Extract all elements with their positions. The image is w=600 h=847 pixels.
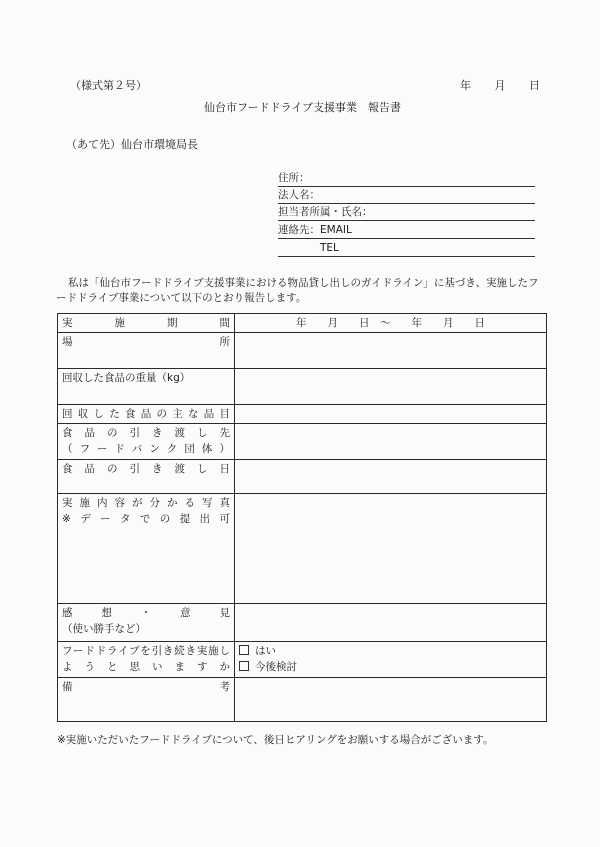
period-value[interactable]: 年 月 日 ～ 年 月 日 [235, 314, 547, 333]
remarks-row [58, 678, 547, 722]
tel-field[interactable] [278, 240, 535, 257]
checkbox-icon [239, 661, 249, 671]
continue-row [58, 642, 547, 678]
place-label: 場所 [58, 333, 235, 369]
form-number: （様式第２号） [70, 79, 147, 92]
continue-label: フードドライブを引き続き実施し ようと思いますか [58, 642, 235, 678]
addressee: （あて先）仙台市環境局長 [66, 138, 198, 151]
period-label: 実 施 期 間 [58, 314, 235, 333]
period-row [58, 314, 547, 333]
items-input[interactable] [235, 405, 547, 424]
weight-input[interactable] [235, 369, 547, 405]
tel-label: TEL [320, 242, 339, 254]
option-yes[interactable]: はい [239, 643, 542, 659]
corporation-label: 法人名： [278, 189, 320, 201]
footnote: ※実施いただいたフードドライブについて、後日ヒアリングをお願いする場合がございます。 [57, 734, 494, 746]
handover-date-row [58, 460, 547, 494]
photo-row [58, 494, 547, 604]
items-label: 回収した食品の主な品目 [58, 405, 235, 424]
email-field[interactable] [278, 222, 535, 239]
option-consider[interactable]: 今後検討 [239, 659, 542, 675]
opinion-input[interactable] [235, 604, 547, 642]
recipient-row [58, 424, 547, 460]
intro-text: 私は「仙台市フードドライブ支援事業における物品貸し出しのガイドライン」に基づき、実施したフードドライブ事業について以下のとおり報告します。 [56, 277, 539, 304]
photo-input[interactable] [235, 494, 547, 604]
opinion-label: 感想・意見 （使い勝手など） [58, 604, 235, 642]
weight-label: 回収した食品の重量（kg） [58, 369, 235, 405]
checkbox-icon [239, 645, 249, 655]
address-label: 住所： [278, 172, 310, 184]
report-table [57, 313, 547, 722]
staff-label: 担当者所属・氏名： [278, 206, 373, 218]
handover-date-label: 食品の引き渡し日 [58, 460, 235, 494]
corporation-field[interactable] [278, 187, 535, 204]
remarks-label: 備考 [58, 678, 235, 722]
address-field[interactable] [278, 170, 535, 187]
recipient-label: 食品の引き渡し先 （フードバンク団体） [58, 424, 235, 460]
date-header: 年 月 日 [460, 79, 540, 92]
weight-row [58, 369, 547, 405]
place-row [58, 333, 547, 369]
document-title: 仙台市フードドライブ支援事業 報告書 [204, 101, 402, 114]
remarks-input[interactable] [235, 678, 547, 722]
recipient-input[interactable] [235, 424, 547, 460]
continue-options [235, 642, 547, 678]
place-input[interactable] [235, 333, 547, 369]
handover-date-input[interactable] [235, 460, 547, 494]
email-label: 連絡先：EMAIL [278, 224, 352, 236]
staff-name-field[interactable] [278, 204, 535, 221]
photo-label: 実施内容が分かる写真 ※データでの提出可 [58, 494, 235, 604]
items-row [58, 405, 547, 424]
opinion-row [58, 604, 547, 642]
